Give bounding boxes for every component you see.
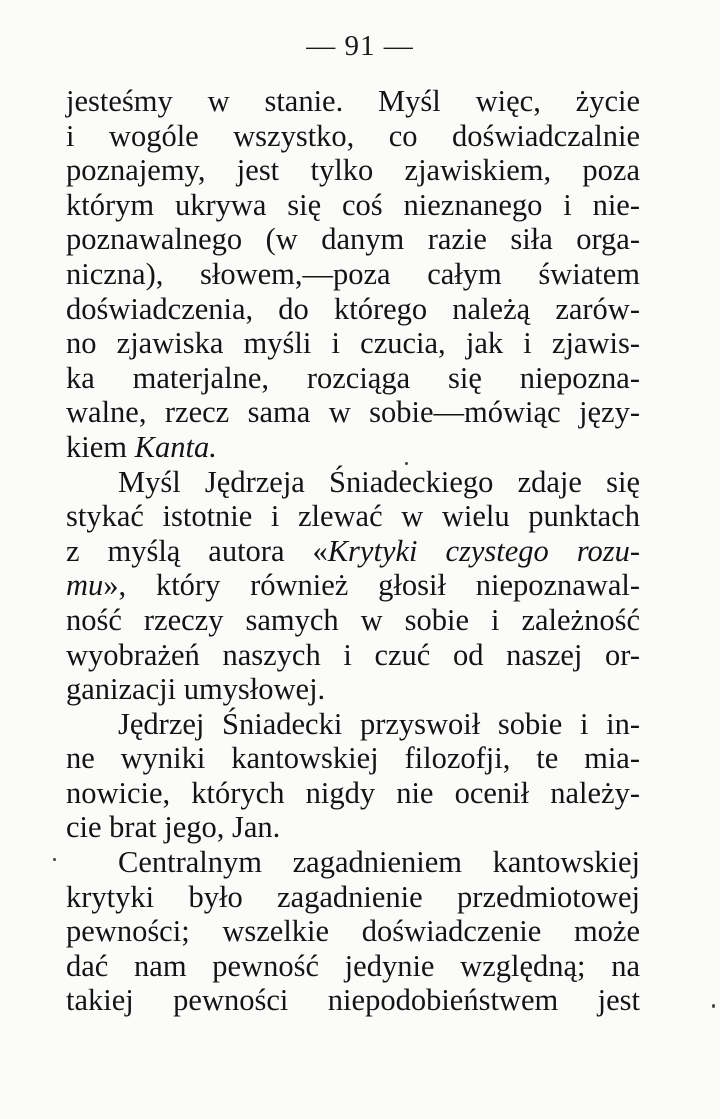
print-speck [405, 462, 408, 465]
print-speck [53, 858, 56, 861]
text-line: i wogóle wszystko, co doświadczalnie [66, 118, 640, 153]
text-line: krytyki było zagadnienie przedmiotowej [66, 879, 640, 914]
text-line: cie brat jego, Jan. [66, 810, 281, 845]
text-line: walne, rzecz sama w sobie—mówiąc języ- [66, 395, 640, 430]
text-fragment: », który również głosił niepoznawal- [103, 568, 640, 603]
text-line [66, 430, 640, 465]
text-line: poznajemy, jest tylko zjawiskiem, poza [66, 153, 640, 188]
page-number: — 91 — [306, 30, 414, 62]
text-line: ganizacji umysłowej. [66, 672, 326, 707]
text-line: wyobrażeń naszych i czuć od naszej or- [66, 637, 640, 672]
text-line: ka materjalne, rozciąga się niepozna- [66, 360, 640, 395]
text-line: niczna), słowem,—poza całym światem [66, 256, 640, 291]
text-line: którym ukrywa się coś nieznanego i nie- [66, 187, 640, 222]
print-speck [712, 1004, 715, 1008]
text-line [66, 568, 640, 603]
body-text [66, 84, 640, 1018]
text-line: doświadczenia, do którego należą zarów- [66, 291, 640, 326]
text-line: Jędrzej Śniadecki przyswoił sobie i in- [118, 706, 640, 741]
text-line: dać nam pewność jedynie względną; na [66, 948, 640, 983]
text-line: jesteśmy w stanie. Myśl więc, życie [66, 84, 640, 118]
text-line: ność rzeczy samych w sobie i zależność [66, 602, 640, 637]
text-line: ne wyniki kantowskiej filozofji, te mia- [66, 741, 640, 776]
text-fragment: kiem [66, 429, 135, 464]
text-line: no zjawiska myśli i czucia, jak i zjawis- [66, 326, 640, 361]
text-line: nowicie, których nigdy nie ocenił należy- [66, 775, 640, 810]
text-line: stykać istotnie i zlewać w wielu punktach [66, 499, 640, 534]
text-line: Centralnym zagadnieniem kantowskiej [118, 845, 640, 880]
text-line [66, 534, 640, 569]
text-line: pewności; wszelkie doświadczenie może [66, 914, 640, 949]
italic-title: mu [66, 568, 104, 603]
text-line: takiej pewności niepodobieństwem jest [66, 983, 640, 1018]
text-fragment: z myślą autora « [66, 533, 328, 568]
italic-title: Krytyki czystego rozu- [327, 533, 640, 568]
text-line: Myśl Jędrzeja Śniadeckiego zdaje się [118, 464, 640, 499]
text-line: poznawalnego (w danym razie siła orga- [66, 222, 640, 257]
italic-name: Kanta. [134, 429, 217, 464]
